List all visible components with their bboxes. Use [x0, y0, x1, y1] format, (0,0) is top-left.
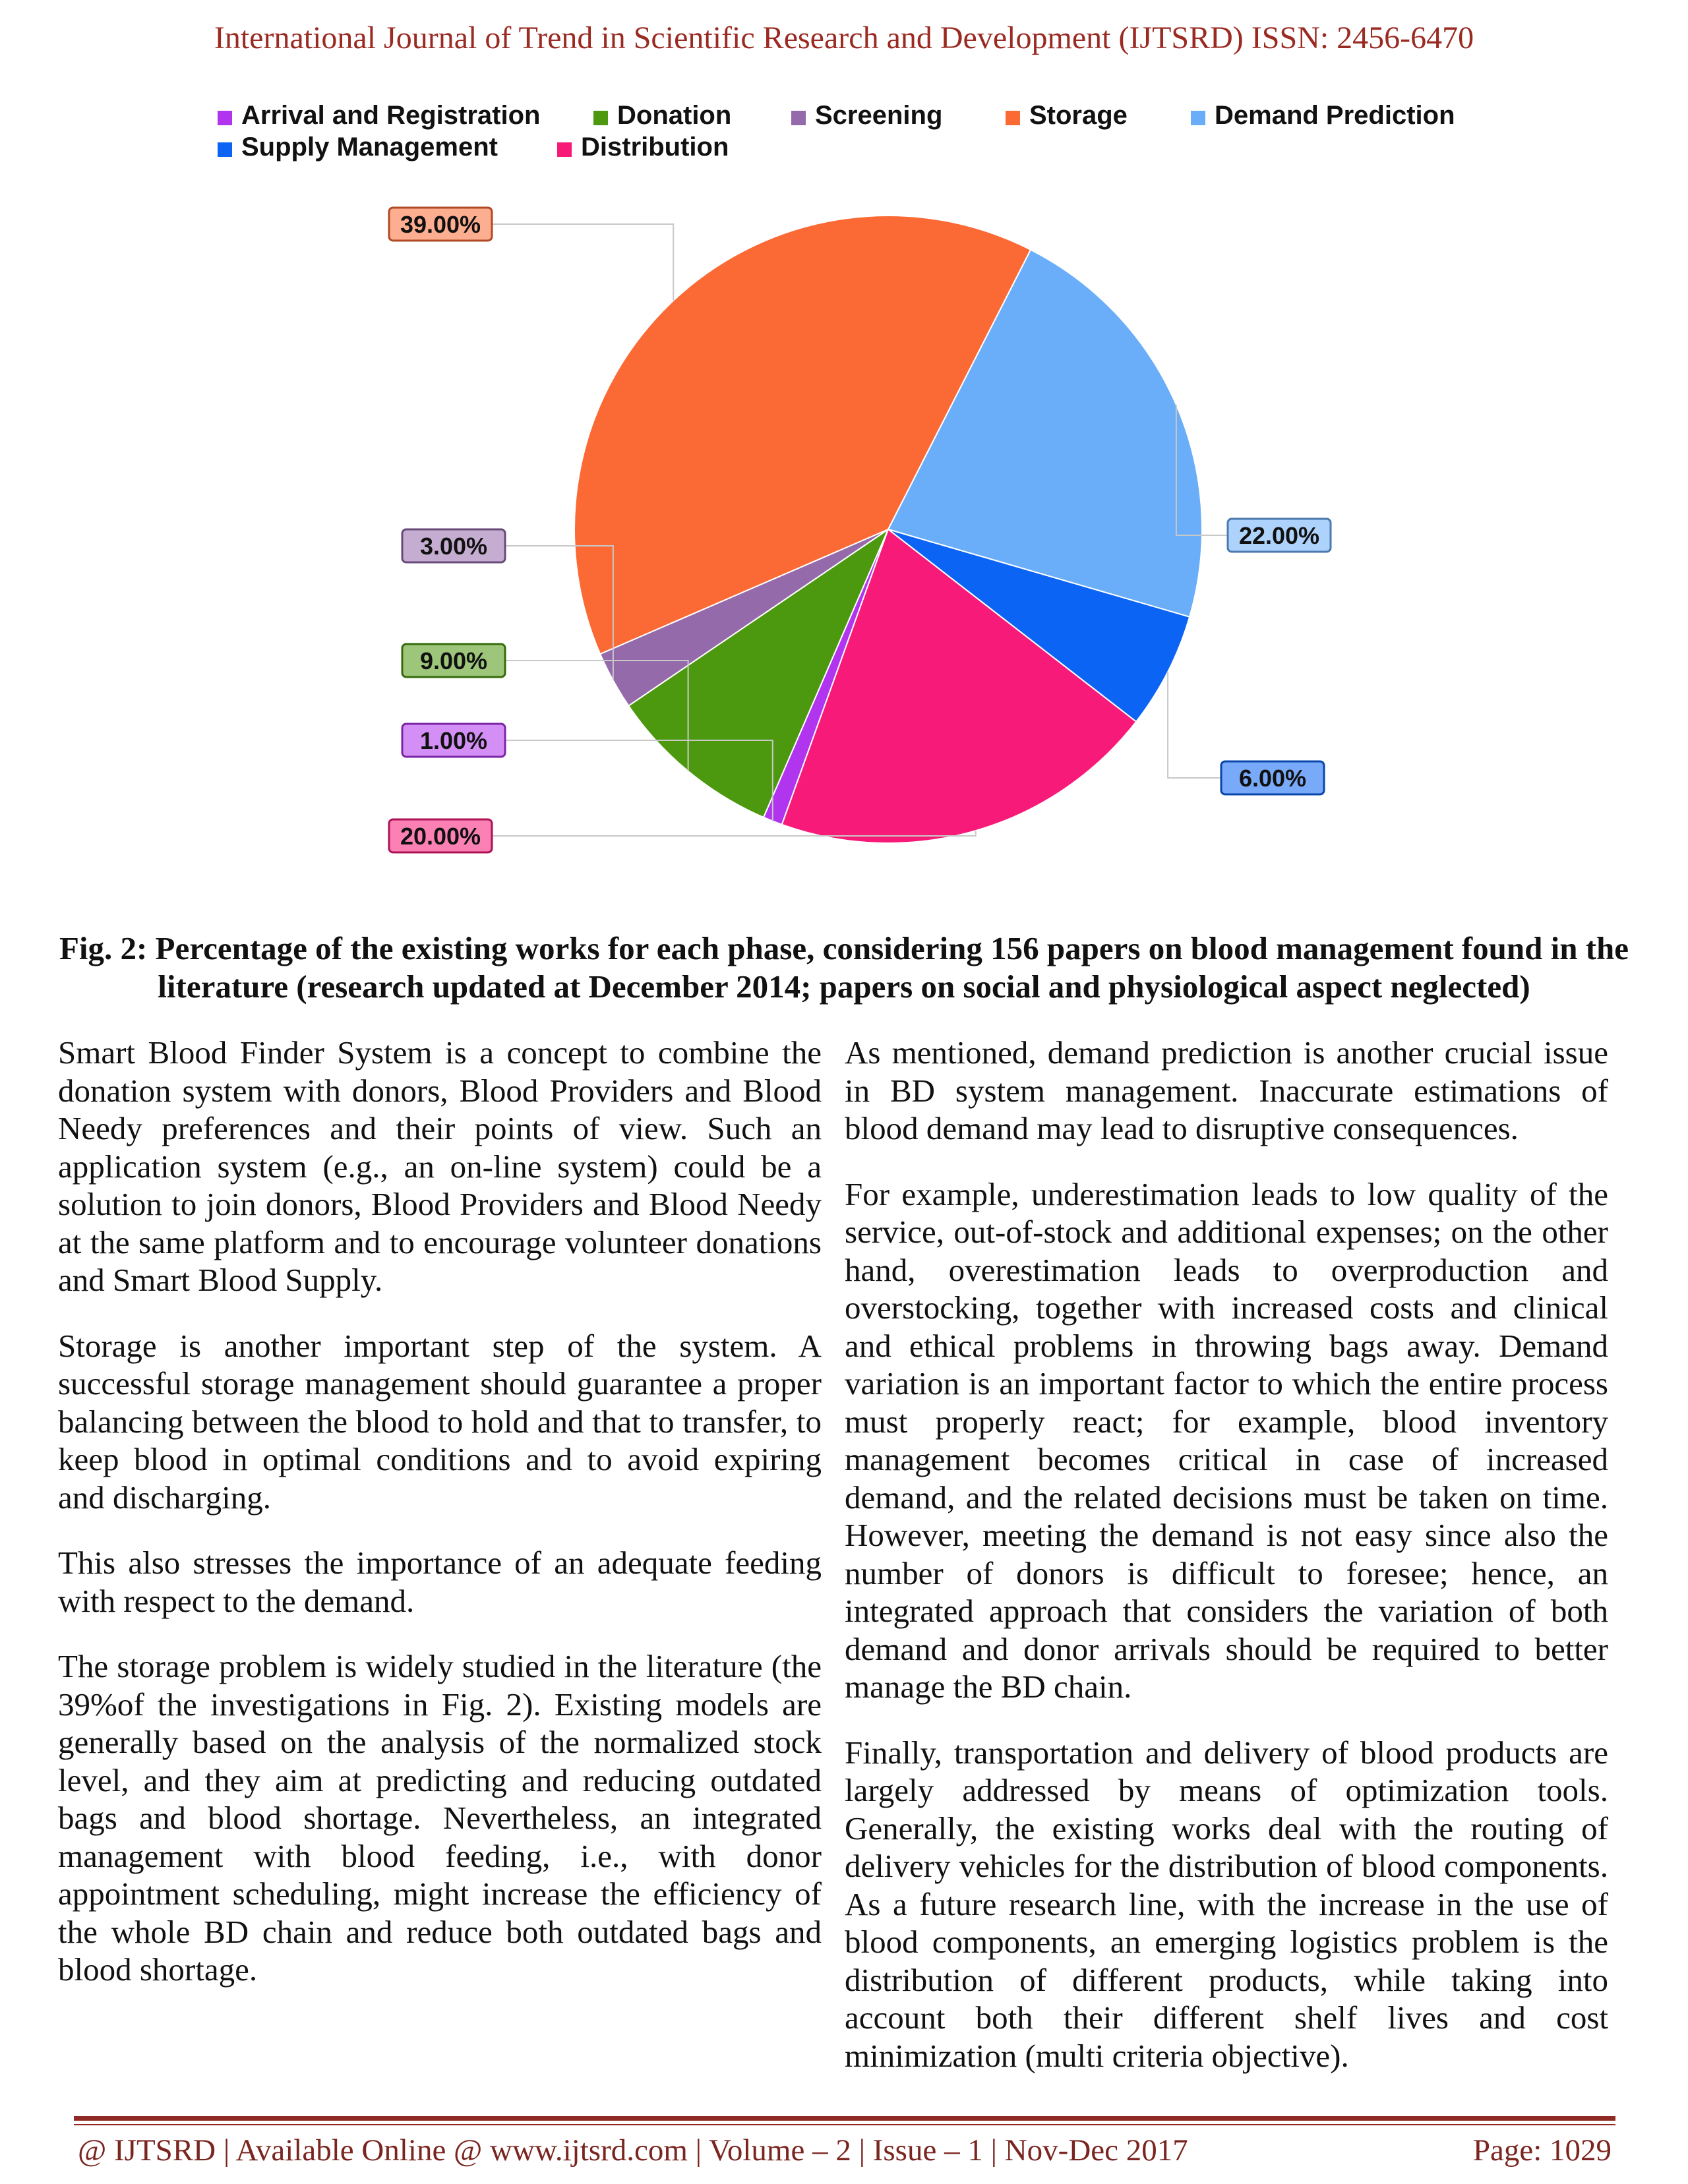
legend-swatch: [1191, 111, 1205, 125]
data-label: 20.00%: [400, 823, 481, 850]
journal-header: International Journal of Trend in Scientific Research and Development (IJTSRD) ISSN: 2456-6470: [214, 20, 1474, 55]
legend-swatch: [593, 111, 608, 125]
data-label: 1.00%: [419, 727, 488, 754]
data-label: 22.00%: [1238, 522, 1320, 549]
data-label: 3.00%: [419, 533, 488, 560]
paragraph: Smart Blood Finder System is a concept to combine the donation system with donors, Blood Providers and Blood Needy preferences and their points of view. Such an application system (e.g., an on-line system) could be a solution to join donors, Blood Providers and Blood Needy at the same platform and to encourage volunteer donations and Smart Blood Supply.: [58, 1034, 822, 1298]
paragraph: As mentioned, demand prediction is another crucial issue in BD system management. Inaccurate estimations of blood demand may lead to disruptive consequences.: [845, 1034, 1608, 1146]
page-number: Page: 1029: [1472, 2133, 1612, 2168]
data-label: 6.00%: [1238, 765, 1307, 792]
paragraph: Finally, transportation and delivery of blood products are largely addressed by means of optimization tools. Generally, the existing works deal with the routing of delivery vehicles for the distribution of blood components. As a future research line, with the increase in the use of blood components, an emerging logistics problem is the distribution of different products, while taking into account both their different shelf lives and cost minimization (multi criteria objective).: [845, 1734, 1608, 2074]
legend-item: [218, 133, 498, 162]
legend-swatch: [218, 142, 232, 157]
legend-item: [593, 101, 731, 130]
footer-info: @ IJTSRD | Available Online @ www.ijtsrd.com | Volume – 2 | Issue – 1 | Nov-Dec 2017: [78, 2133, 1188, 2168]
legend-item: [557, 133, 729, 162]
slice-callout: [1168, 672, 1324, 794]
legend-swatch: [1006, 111, 1020, 125]
footer-rule-thin: [74, 2124, 1615, 2125]
legend-label: Supply Management: [241, 133, 498, 162]
pie-chart: [0, 92, 1688, 903]
legend-swatch: [791, 111, 806, 125]
slice-callout: [389, 208, 673, 301]
right-column: [845, 1034, 1608, 2102]
figure-caption: Fig. 2: Percentage of the existing works for each phase, considering 156 papers on blood management found in the literature (research updated at December 2014; papers on social and physiological aspect neglected): [59, 930, 1629, 1005]
legend-label: Screening: [815, 101, 943, 130]
pie-slices: [574, 216, 1202, 843]
footer-rule: [74, 2116, 1615, 2121]
legend-swatch: [557, 142, 572, 157]
legend-label: Donation: [617, 101, 732, 130]
paragraph: The storage problem is widely studied in the literature (the 39%of the investigations in Fig. 2). Existing models are generally based on the analysis of the normalized stock level, and they aim at predicting and reducing outdated bags and blood shortage. Nevertheless, an integrated management with blood feeding, i.e., with donor appointment scheduling, might increase the efficiency of the whole BD chain and reduce both outdated bags and blood shortage.: [58, 1648, 822, 1988]
data-label: 39.00%: [400, 211, 481, 238]
leader-line: [1168, 672, 1221, 778]
leader-line: [492, 224, 673, 301]
left-column: [58, 1034, 822, 2017]
paragraph: For example, underestimation leads to low quality of the service, out-of-stock and additional expenses; on the other hand, overestimation leads to overproduction and overstocking, together with increased costs and clinical and ethical problems in throwing bags away. Demand variation is an important factor to which the entire process must properly react; for example, blood inventory management becomes critical in case of increased demand, and the related decisions must be taken on time. However, meeting the demand is not easy since also the number of donors is difficult to foresee; hence, an integrated approach that considers the variation of both demand and donor arrivals should be required to better manage the BD chain.: [845, 1175, 1608, 1705]
legend-label: Demand Prediction: [1215, 101, 1455, 130]
data-label: 9.00%: [419, 647, 488, 674]
paragraph: This also stresses the importance of an adequate feeding with respect to the demand.: [58, 1545, 822, 1619]
legend-label: Arrival and Registration: [241, 101, 541, 130]
paragraph: Storage is another important step of the system. A successful storage management should guarantee a proper balancing between the blood to hold and that to transfer, to keep blood in optimal conditions and to avoid expiring and discharging.: [58, 1327, 822, 1516]
legend-item: [1191, 101, 1455, 130]
legend-label: Distribution: [581, 133, 729, 162]
legend-swatch: [218, 111, 232, 125]
pie-chart-svg: [0, 92, 1688, 903]
page-footer: [78, 2133, 1612, 2168]
legend-item: [218, 101, 540, 130]
legend-item: [791, 101, 942, 130]
legend-label: Storage: [1029, 101, 1128, 130]
legend-item: [1006, 101, 1128, 130]
